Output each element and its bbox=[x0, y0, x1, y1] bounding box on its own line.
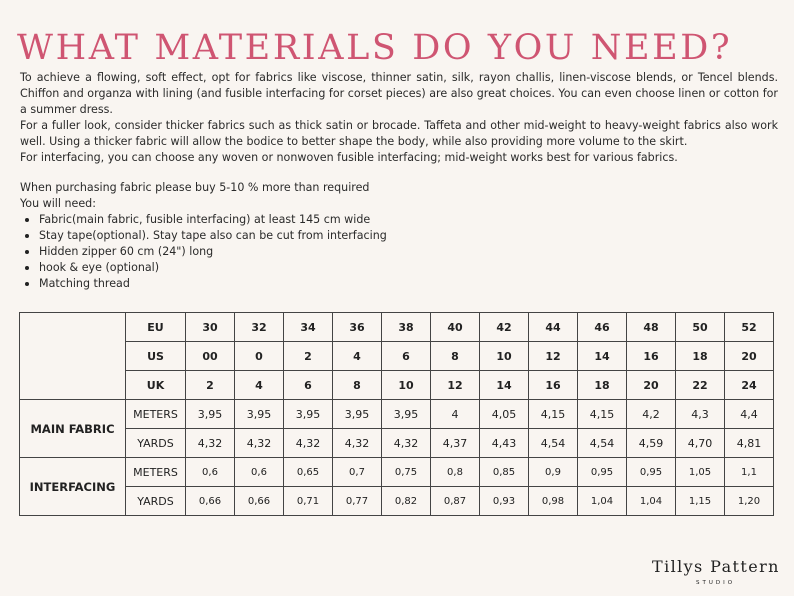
quantity-cell: 0,93 bbox=[480, 487, 529, 516]
paragraph-fabrics: To achieve a flowing, soft effect, opt for fabrics like viscose, thinner satin, silk, rayon challis, linen-viscose blends, or Tencel blends. Chiffon and organza with lining (and fusible interfacing for corset pieces) are also great choices. You can even choose linen or cotton for a summer dress. bbox=[20, 71, 778, 116]
size-system-label: EU bbox=[126, 313, 186, 342]
size-cell: 52 bbox=[725, 313, 774, 342]
size-cell: 34 bbox=[284, 313, 333, 342]
quantity-cell: 3,95 bbox=[186, 400, 235, 429]
quantity-cell: 0,95 bbox=[578, 458, 627, 487]
corner-cell bbox=[20, 313, 126, 400]
size-cell: 20 bbox=[627, 371, 676, 400]
unit-label: METERS bbox=[126, 400, 186, 429]
size-system-label: US bbox=[126, 342, 186, 371]
size-cell: 4 bbox=[235, 371, 284, 400]
quantity-cell: 4,54 bbox=[529, 429, 578, 458]
quantity-cell: 1,04 bbox=[627, 487, 676, 516]
quantity-cell: 0,82 bbox=[382, 487, 431, 516]
quantity-cell: 4,70 bbox=[676, 429, 725, 458]
size-cell: 30 bbox=[186, 313, 235, 342]
brand-logo: Tillys Pattern bbox=[652, 557, 780, 576]
size-cell: 24 bbox=[725, 371, 774, 400]
size-cell: 0 bbox=[235, 342, 284, 371]
quantity-cell: 0,77 bbox=[333, 487, 382, 516]
size-cell: 2 bbox=[186, 371, 235, 400]
paragraph-interfacing: For interfacing, you can choose any woven or nonwoven fusible interfacing; mid-weight works best for various fabrics. bbox=[20, 151, 678, 164]
list-item: Stay tape(optional). Stay tape also can be cut from interfacing bbox=[39, 228, 778, 244]
quantity-cell: 4,43 bbox=[480, 429, 529, 458]
quantity-cell: 1,04 bbox=[578, 487, 627, 516]
size-cell: 36 bbox=[333, 313, 382, 342]
size-cell: 14 bbox=[480, 371, 529, 400]
size-chart-table bbox=[19, 312, 774, 516]
size-cell: 8 bbox=[333, 371, 382, 400]
quantity-cell: 0,6 bbox=[235, 458, 284, 487]
need-heading: You will need: bbox=[20, 197, 96, 210]
quantity-cell: 4,32 bbox=[333, 429, 382, 458]
size-cell: 38 bbox=[382, 313, 431, 342]
size-cell: 50 bbox=[676, 313, 725, 342]
quantity-cell: 0,8 bbox=[431, 458, 480, 487]
size-cell: 44 bbox=[529, 313, 578, 342]
list-item: Fabric(main fabric, fusible interfacing) at least 145 cm wide bbox=[39, 212, 778, 228]
size-cell: 2 bbox=[284, 342, 333, 371]
quantity-cell: 3,95 bbox=[382, 400, 431, 429]
quantity-cell: 0,98 bbox=[529, 487, 578, 516]
unit-label: YARDS bbox=[126, 429, 186, 458]
quantity-cell: 0,6 bbox=[186, 458, 235, 487]
quantity-cell: 0,66 bbox=[186, 487, 235, 516]
table-row bbox=[20, 371, 774, 400]
quantity-cell: 4,37 bbox=[431, 429, 480, 458]
size-cell: 6 bbox=[284, 371, 333, 400]
quantity-cell: 1,05 bbox=[676, 458, 725, 487]
quantity-cell: 0,75 bbox=[382, 458, 431, 487]
quantity-cell: 0,7 bbox=[333, 458, 382, 487]
quantity-cell: 0,9 bbox=[529, 458, 578, 487]
unit-label: METERS bbox=[126, 458, 186, 487]
size-cell: 42 bbox=[480, 313, 529, 342]
group-label: MAIN FABRIC bbox=[20, 400, 126, 458]
quantity-cell: 4,15 bbox=[529, 400, 578, 429]
quantity-cell: 3,95 bbox=[235, 400, 284, 429]
quantity-cell: 0,95 bbox=[627, 458, 676, 487]
quantity-cell: 1,1 bbox=[725, 458, 774, 487]
list-item: Matching thread bbox=[39, 276, 778, 292]
table-row bbox=[20, 429, 774, 458]
size-cell: 48 bbox=[627, 313, 676, 342]
size-cell: 10 bbox=[480, 342, 529, 371]
table-row bbox=[20, 458, 774, 487]
quantity-cell: 0,85 bbox=[480, 458, 529, 487]
size-cell: 00 bbox=[186, 342, 235, 371]
quantity-cell: 4,81 bbox=[725, 429, 774, 458]
paragraph-fuller-look: For a fuller look, consider thicker fabrics such as thick satin or brocade. Taffeta and other mid-weight to heavy-weight fabrics also work well. Using a thicker fabric will allow the bodice to better shape the body, while also providing more volume to the skirt. bbox=[20, 119, 778, 148]
materials-list bbox=[20, 212, 778, 292]
table-row bbox=[20, 400, 774, 429]
quantity-cell: 4,59 bbox=[627, 429, 676, 458]
size-cell: 10 bbox=[382, 371, 431, 400]
size-cell: 12 bbox=[529, 342, 578, 371]
size-cell: 18 bbox=[676, 342, 725, 371]
size-cell: 8 bbox=[431, 342, 480, 371]
size-cell: 40 bbox=[431, 313, 480, 342]
page-title: WHAT MATERIALS DO YOU NEED? bbox=[17, 28, 733, 68]
quantity-cell: 4,05 bbox=[480, 400, 529, 429]
size-cell: 22 bbox=[676, 371, 725, 400]
table-row bbox=[20, 313, 774, 342]
size-cell: 6 bbox=[382, 342, 431, 371]
size-cell: 14 bbox=[578, 342, 627, 371]
quantity-cell: 1,20 bbox=[725, 487, 774, 516]
brand-tagline: STUDIO bbox=[696, 580, 736, 586]
quantity-cell: 4 bbox=[431, 400, 480, 429]
quantity-cell: 0,66 bbox=[235, 487, 284, 516]
size-cell: 16 bbox=[627, 342, 676, 371]
size-cell: 4 bbox=[333, 342, 382, 371]
table-row bbox=[20, 487, 774, 516]
size-cell: 16 bbox=[529, 371, 578, 400]
intro-text bbox=[20, 70, 778, 292]
quantity-cell: 3,95 bbox=[333, 400, 382, 429]
size-cell: 46 bbox=[578, 313, 627, 342]
quantity-cell: 4,15 bbox=[578, 400, 627, 429]
quantity-cell: 4,32 bbox=[235, 429, 284, 458]
size-cell: 18 bbox=[578, 371, 627, 400]
quantity-cell: 0,65 bbox=[284, 458, 333, 487]
group-label: INTERFACING bbox=[20, 458, 126, 516]
purchase-note: When purchasing fabric please buy 5-10 % more than required bbox=[20, 181, 370, 194]
unit-label: YARDS bbox=[126, 487, 186, 516]
size-system-label: UK bbox=[126, 371, 186, 400]
size-cell: 32 bbox=[235, 313, 284, 342]
size-cell: 12 bbox=[431, 371, 480, 400]
quantity-cell: 4,4 bbox=[725, 400, 774, 429]
quantity-cell: 3,95 bbox=[284, 400, 333, 429]
quantity-cell: 4,32 bbox=[284, 429, 333, 458]
quantity-cell: 4,3 bbox=[676, 400, 725, 429]
size-cell: 20 bbox=[725, 342, 774, 371]
quantity-cell: 0,71 bbox=[284, 487, 333, 516]
list-item: hook & eye (optional) bbox=[39, 260, 778, 276]
quantity-cell: 1,15 bbox=[676, 487, 725, 516]
quantity-cell: 4,54 bbox=[578, 429, 627, 458]
quantity-cell: 4,32 bbox=[186, 429, 235, 458]
quantity-cell: 0,87 bbox=[431, 487, 480, 516]
list-item: Hidden zipper 60 cm (24") long bbox=[39, 244, 778, 260]
quantity-cell: 4,32 bbox=[382, 429, 431, 458]
quantity-cell: 4,2 bbox=[627, 400, 676, 429]
table-row bbox=[20, 342, 774, 371]
